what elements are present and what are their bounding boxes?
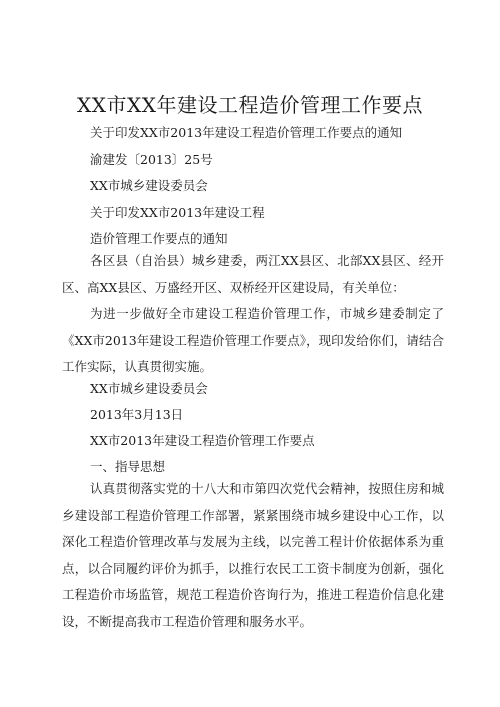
notice-title-part1: 关于印发XX市2013年建设工程 xyxy=(90,205,265,220)
section-title: XX市2013年建设工程造价管理工作要点 xyxy=(90,433,315,448)
document-number: 渝建发〔2013〕25号 xyxy=(90,152,213,167)
date: 2013年3月13日 xyxy=(90,407,184,422)
document-title: XX市XX年建设工程造价管理工作要点 xyxy=(77,93,423,117)
guiding-paragraph: 认真贯彻落实党的十八大和市第四次党代会精神，按照住房和城乡建设部工程造价管理工作部署，紧紧围绕市城乡建设中心工作，以深化工程造价管理改革与发展为主线，以完善工程计价依据体系为重点，以合同履约评价为抓手，以推行农民工工资卡制度为创新，强化工程造价市场监管，规范工程造价咨询行为，推进工程造价信息化建设，不断提高我市工程造价管理和服务水平。 xyxy=(62,481,444,629)
notice-title: 关于印发XX市2013年建设工程造价管理工作要点的通知 xyxy=(90,125,403,140)
section-heading: 一、指导思想 xyxy=(90,459,166,474)
intro-paragraph: 为进一步做好全市建设工程造价管理工作，市城乡建委制定了《XX市2013年建设工程造价管理工作要点》，现印发给你们，请结合工作实际，认真贯彻实施。 xyxy=(62,306,444,374)
recipients-paragraph: 各区县（自治县）城乡建委，两江XX县区、北部XX县区、经开区、高XX县区、万盛经开区、双桥经开区建设局，有关单位： xyxy=(62,253,444,295)
signature: XX市城乡建设委员会 xyxy=(90,381,208,396)
issuer: XX市城乡建设委员会 xyxy=(90,178,208,193)
notice-title-part2: 造价管理工作要点的通知 xyxy=(90,231,228,246)
